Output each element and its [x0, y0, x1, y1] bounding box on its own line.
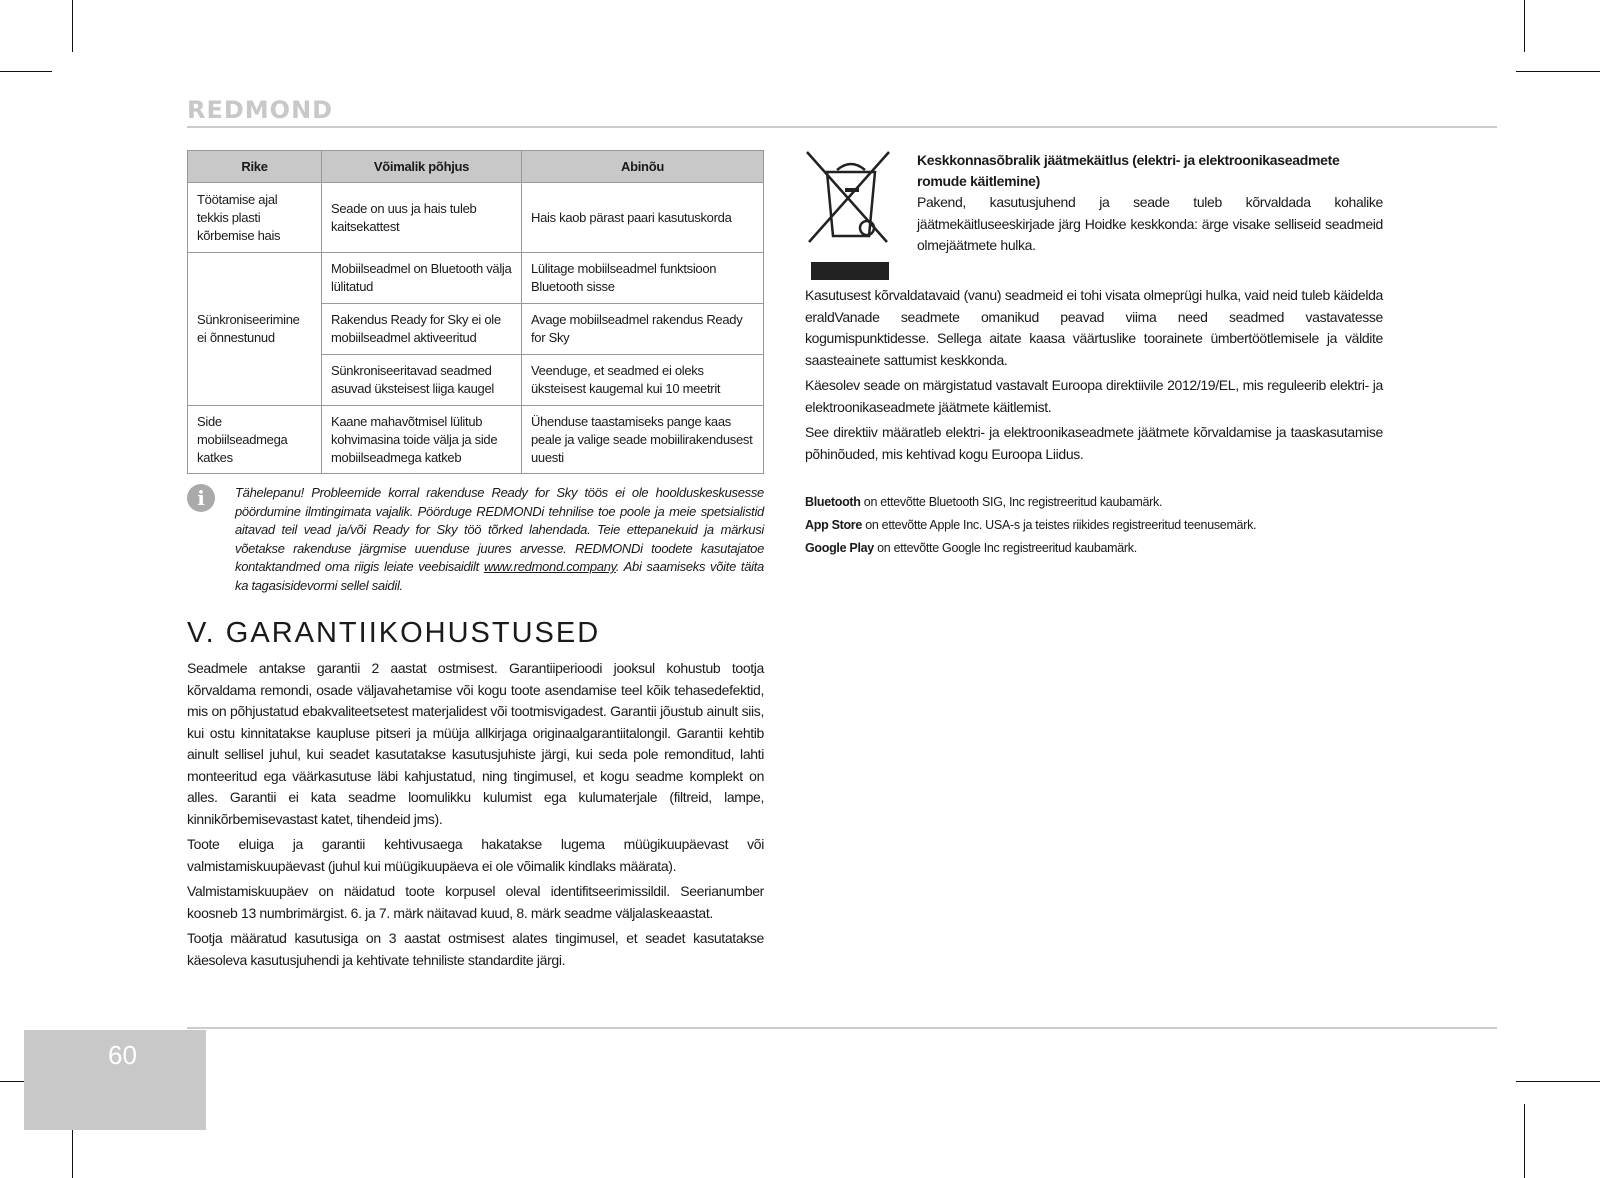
crop-mark: [1516, 71, 1600, 72]
crop-mark: [1524, 0, 1525, 52]
note-text-part: Tähelepanu! Probleemide korral rakenduse Ready for Sky töös ei ole hoolduskeskusesse pöördumine ilmtingimata vajalik. Pöörduge REDMONDi tehnilise toe poole ja meie spetsialistid aitavad teil vead ja/või Ready for Sky töö tõrked lahendada. Teie ettepanekuid ja märkusi võetakse rakenduse järgmise uuenduse juures arvesse. REDMONDi toodete kasutajatoe kontaktandmed oma riigis leiate veebisaidilt: [235, 485, 764, 574]
info-note: [187, 484, 764, 595]
trademark-name: Bluetooth: [805, 495, 861, 509]
table-row: [188, 406, 764, 474]
trademark-line: [805, 518, 1383, 532]
warranty-paragraph: Toote eluiga ja garantii kehtivusaega hakatakse lugema müügikuupäevast või valmistamiskuupäevast (juhul kui müügikuupäeva ei ole võimalik kindlaks määrata).: [187, 836, 764, 874]
remedy-cell: Ühenduse taastamiseks pange kaas peale ja valige seade mobiilirakendusest uuesti: [522, 406, 764, 474]
trademark-name: Google Play: [805, 541, 874, 555]
crop-mark: [0, 71, 52, 72]
info-icon: i: [187, 484, 215, 512]
table-header: Abinõu: [522, 151, 764, 183]
table-row: [188, 253, 764, 304]
cause-cell: Sünkroniseeritavad seadmed asuvad üksteisest liiga kaugel: [322, 355, 522, 406]
brand-logo: REDMOND: [187, 96, 334, 124]
problem-cell: Sünkroniseerimine ei õnnestunud: [188, 253, 322, 406]
left-column: [187, 150, 764, 975]
problem-cell: Töötamise ajal tekkis plasti kõrbemise hais: [188, 183, 322, 253]
disposal-section: [805, 150, 1383, 285]
trademark-text: on ettevõtte Bluetooth SIG, Inc registreeritud kaubamärk.: [860, 495, 1163, 509]
troubleshooting-table: [187, 150, 764, 474]
table-header: Võimalik põhjus: [322, 151, 522, 183]
warranty-paragraph: Seadmele antakse garantii 2 aastat ostmisest. Garantiiperioodi jooksul kohustub tootja kõrvaldama remondi, osade väljavahetamise või kogu toote asendamise teel kõik tehasedefektid, mis on põhjustatud ebakvaliteetsetest materjalidest või tootmisvigadest. Garantii jõustub ainult siis, kui ostu kinnitatakse kaupluse pitseri ja müüja allkirjaga originaalgarantiitalongil. Garantii kehtib ainult sellisel juhul, kui seadet kasutatakse kasutusjuhiste järgi, kui seda pole remonditud, lahti monteeritud ega väärkasutuse läbi kahjustatud, ning tingimusel, et kogu seadme komplekt on alles. Garantii ei kata seadme loomulikku kulumist ega kulumaterjale (filtreid, lampe, kinnikõrbemisevastast katet, tihendeid jms).: [187, 660, 764, 827]
footer-divider: [187, 1027, 1497, 1029]
disposal-paragraph: See direktiiv määratleb elektri- ja elektroonikaseadmete jäätmete kõrvaldamise ja taaskasutamise põhinõuded, mis kehtivad kogu Euroopa Liidus.: [805, 424, 1383, 462]
disposal-paragraph: Kasutusest kõrvaldatavaid (vanu) seadmeid ei tohi visata olmeprügi hulka, vaid neid tuleb käidelda eraldVanade seadmete omanikud peavad viima need seadmed vastavatesse kogumispunktidesse. Sellega aitate kaasa väärtuslike toorainete ümbertöötlemisele ja väldite saasteainete sattumist keskkonda.: [805, 287, 1383, 368]
problem-cell: Side mobiilseadmega katkes: [188, 406, 322, 474]
cause-cell: Kaane mahavõtmisel lülitub kohvimasina toide välja ja side mobiilseadmega katkeb: [322, 406, 522, 474]
trademark-text: on ettevõtte Google Inc registreeritud kaubamärk.: [873, 541, 1137, 555]
disposal-paragraph: Käesolev seade on märgistatud vastavalt Euroopa direktiivile 2012/19/EL, mis reguleerib elektri- ja elektroonikaseadmete jäätmete käitlemist.: [805, 377, 1383, 415]
note-text: [235, 484, 764, 595]
remedy-cell: Lülitage mobiilseadmel funktsioon Bluetooth sisse: [522, 253, 764, 304]
note-text-part: . Abi saamiseks võite täita ka tagasisidevormi sellel saidil.: [235, 559, 764, 593]
crop-mark: [1524, 1104, 1525, 1178]
trademark-name: App Store: [805, 518, 863, 532]
trademark-text: on ettevõtte Apple Inc. USA-s ja teistes riikides registreeritud teenusemärk.: [862, 518, 1257, 532]
cause-cell: Seade on uus ja hais tuleb kaitsekattest: [322, 183, 522, 253]
remedy-cell: Avage mobiilseadmel rakendus Ready for Sky: [522, 304, 764, 355]
cause-cell: Mobiilseadmel on Bluetooth välja lülitatud: [322, 253, 522, 304]
table-row: [188, 183, 764, 253]
header-divider: [187, 126, 1497, 128]
crop-mark: [1516, 1081, 1600, 1082]
page-number: 60: [108, 1040, 137, 1070]
disposal-title: Keskkonnasõbralik jäätmekäitlus (elektri- ja elektroonikaseadmete romude käitlemine): [917, 152, 1340, 189]
warranty-paragraph: Valmistamiskuupäev on näidatud toote korpusel oleval identifitseerimissildil. Seerianumber koosneb 13 numbrimärgist. 6. ja 7. märk näitavad kuud, 8. märk seadme väljalaskeaastat.: [187, 883, 764, 921]
right-column: [805, 150, 1383, 564]
disposal-paragraph: Pakend, kasutusjuhend ja seade tuleb kõrvaldada kohalike jäätmekäitluseeskirjade järg Hoidke keskkonda: ärge visake selliseid seadmeid olmejäätmete hulka.: [917, 194, 1383, 253]
crop-mark: [72, 0, 73, 52]
trademark-line: [805, 495, 1383, 509]
remedy-cell: Veenduge, et seadmed ei oleks üksteisest kaugemal kui 10 meetrit: [522, 355, 764, 406]
redmond-link[interactable]: www.redmond.company: [483, 559, 616, 574]
cause-cell: Rakendus Ready for Sky ei ole mobiilseadmel aktiveeritud: [322, 304, 522, 355]
remedy-cell: Hais kaob pärast paari kasutuskorda: [522, 183, 764, 253]
weee-bin-icon: [805, 150, 917, 285]
trademark-line: [805, 541, 1383, 555]
warranty-paragraph: Tootja määratud kasutusiga on 3 aastat ostmisest alates tingimusel, et seadet kasutatakse käesoleva kasutusjuhendi ja kehtivate tehniliste standardite järgi.: [187, 930, 764, 968]
table-header: Rike: [188, 151, 322, 183]
section-title: V. GARANTIIKOHUSTUSED: [187, 617, 601, 649]
